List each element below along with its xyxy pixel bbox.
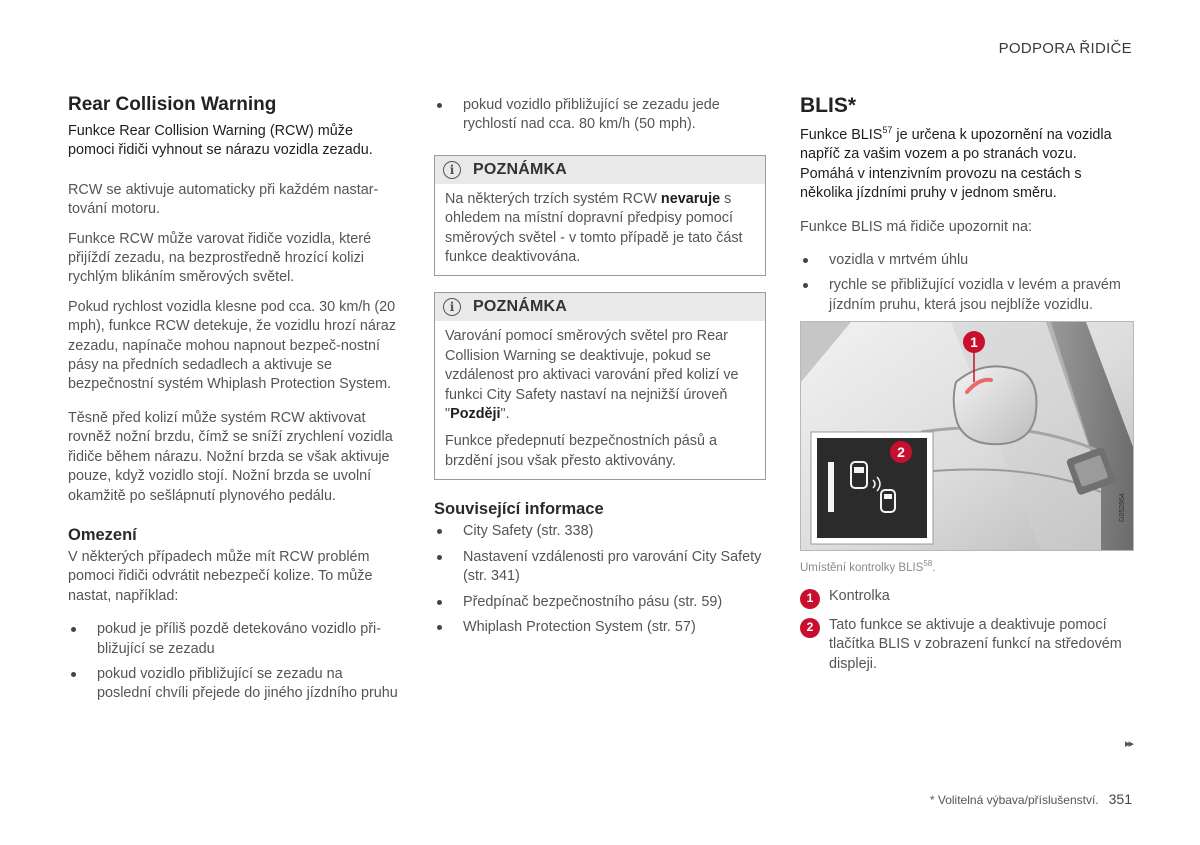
callout-list [800,587,1134,675]
list-item: pokud je příliš pozdě detekováno vozidlo při-bližující se zezadu [68,620,400,659]
note-body [435,184,765,276]
note-box [434,155,766,277]
figure-marker-2: 2 [897,444,905,461]
blis-illustration [801,322,1134,551]
rcw-title: Rear Collision Warning [68,94,277,115]
note-header [435,293,765,321]
note-label: POZNÁMKA [473,298,568,316]
callout-text: Tato funkce se aktivuje a deaktivuje pomocí tlačítka BLIS v zobrazení funkcí na středovém displeji. [829,617,1122,672]
note-label: POZNÁMKA [473,160,568,178]
limits-title: Omezení [68,525,137,544]
list-item: rychle se přibližující vozidla v levém a pravém jízdním pruhu, která jsou nejblíže vozidlu. [800,276,1134,315]
column-rcw [68,94,400,710]
section-header: PODPORA ŘIDIČE [998,40,1132,57]
note-box [434,292,766,480]
callout-item [800,616,1134,674]
limits-list [68,620,400,704]
page-footer [930,791,1132,807]
next-page-arrows-icon: ▸▸ [1124,738,1132,750]
callout-number: 1 [800,589,820,609]
related-list [434,522,766,637]
related-link[interactable]: City Safety (str. 338) [434,522,766,541]
blis-figure [800,321,1134,551]
note-body [435,321,765,479]
rcw-lead: Funkce Rear Collision Warning (RCW) může pomoci řidiči vyhnout se nárazu vozidla zezadu. [68,123,373,159]
related-title: Související informace [434,500,604,519]
figure-code: G052864 [1119,493,1126,523]
info-icon: i [443,298,461,316]
rcw-paragraph: Pokud rychlost vozidla klesne pod cca. 30 km/h (20 mph), funkce RCW detekuje, že vozidlu hrozí náraz zezadu, napínače mohou napnout bezpeč-nostní pásy na předních sedadlech a aktivuje se bezpečnostní systém Whiplash Protection System. [68,298,396,393]
blis-intro: Funkce BLIS má řidiče upozornit na: [800,218,1032,235]
callout-text: Kontrolka [829,587,890,604]
column-notes [434,96,766,643]
note-text: Varování pomocí směrových světel pro Rear Collision Warning se deaktivuje, pokud se vzdálenost pro aktivaci varování před kolizí ve funkci City Safety nastaví na nejnižší úroveň "Později". [445,328,739,423]
rcw-paragraph: Těsně před kolizí může systém RCW aktivovat rovněž nožní brzdu, čímž se sníží zrychlení vozidla řidiče během nárazu. Nožní brzda se však aktivuje pouze, když vozidlo stojí. Nožní brzda se uvolní okamžitě po sešlápnutí plynového pedálu. [68,409,393,504]
rcw-paragraph: RCW se aktivuje automaticky při každém nastar-tování motoru. [68,181,379,218]
blis-lead: Funkce BLIS$^{57}$ je určena k upozornění na vozidla napříč za vašim vozem a po stranách vozu. Pomáhá v intenzivním provozu na cestách s několika jízdními pruhy v jednom směru. [800,125,1112,202]
continued-list [434,96,766,135]
page-number: 351 [1108,791,1132,807]
related-link[interactable]: Whiplash Protection System (str. 57) [434,618,766,637]
info-icon: i [443,161,461,179]
limits-text: V některých případech může mít RCW problém pomoci řidiči odvrátit nebezpečí kolize. To může nastat, například: [68,548,373,604]
list-item: vozidla v mrtvém úhlu [800,251,1134,270]
related-link[interactable]: Předpínač bezpečnostního pásu (str. 59) [434,593,766,612]
figure-caption: Umístění kontrolky BLIS$^{58}$. [800,559,936,575]
blis-list [800,251,1134,315]
list-item: pokud vozidlo přibližující se zezadu na poslední chvíli přejede do jiného jízdního pruhu [68,665,400,704]
note-text: Funkce předepnutí bezpečnostních pásů a brzdění jsou však přesto aktivovány. [445,433,718,469]
note-text: Na některých trzích systém RCW nevaruje s ohledem na místní dopravní předpisy pomocí směrových světel - v tomto případě je tato část funkce deaktivována. [445,190,743,266]
footer-note: * Volitelná výbava/příslušenství. [929,793,1099,807]
list-item: pokud vozidlo přibližující se zezadu jede rychlostí nad cca. 80 km/h (50 mph). [434,96,766,135]
column-blis [800,94,1134,684]
rcw-paragraph: Funkce RCW může varovat řidiče vozidla, které přijíždí zezadu, na bezprostředně hrozící kolizi rychlým blikáním směrových světel. [68,230,372,286]
note-header [435,156,765,184]
related-link[interactable]: Nastavení vzdálenosti pro varování City Safety (str. 341) [434,548,766,587]
figure-marker-1: 1 [970,334,978,351]
callout-number: 2 [800,618,820,638]
callout-item [800,587,1134,606]
blis-title: BLIS* [800,94,857,117]
